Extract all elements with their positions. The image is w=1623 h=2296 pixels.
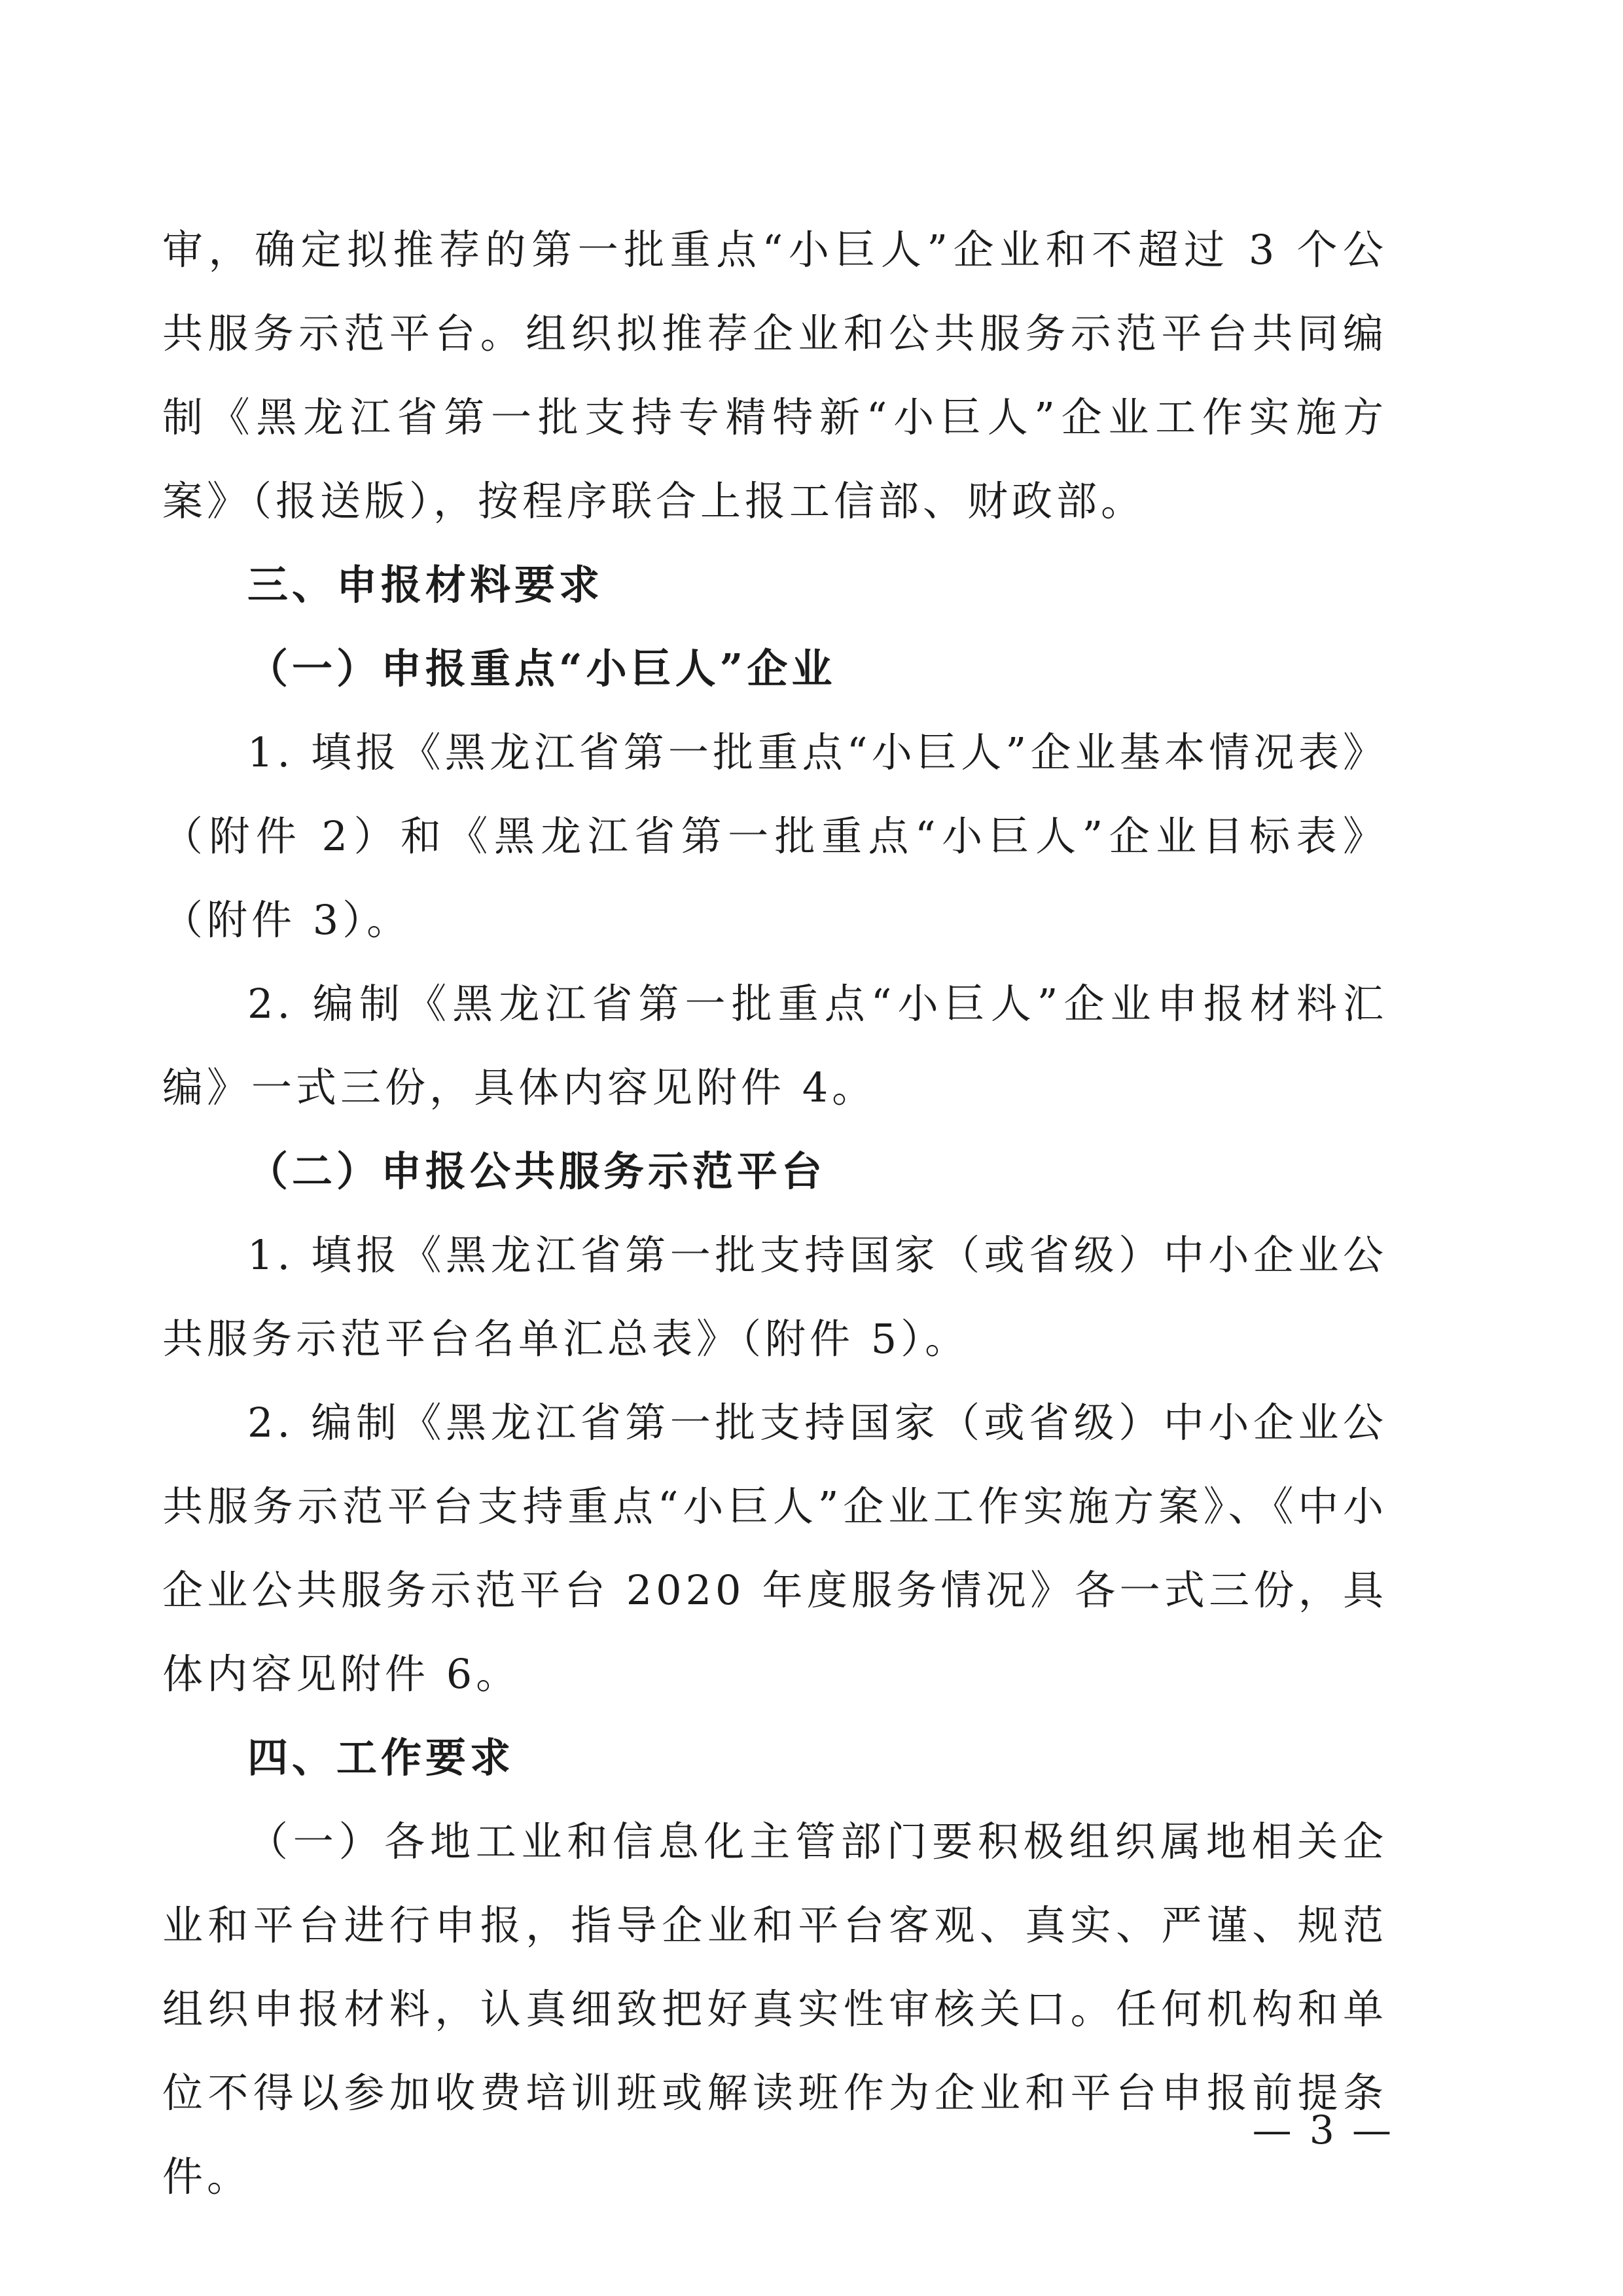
section-heading-3: 三、申报材料要求 (247, 561, 604, 609)
subsection-heading-3-2: （二）申报公共服务示范平台 (247, 1147, 827, 1195)
paragraph-3-2-item-2: 2. 编制《黑龙江省第一批支持国家（或省级）中小企业公共服务示范平台支持重点“小巨人”企业工作实施方案》、《中小企业公共服务示范平台 2020 年度服务情况》各一式三份，具体内容见附件 6。 (162, 1399, 1387, 1698)
paragraph-3-1-item-1: 1. 填报《黑龙江省第一批重点“小巨人”企业基本情况表》（附件 2）和《黑龙江省第一批重点“小巨人”企业目标表》（附件 3）。 (162, 728, 1387, 944)
paragraph-continuation: 审，确定拟推荐的第一批重点“小巨人”企业和不超过 3 个公共服务示范平台。组织拟推荐企业和公共服务示范平台共同编制《黑龙江省第一批支持专精特新“小巨人”企业工作实施方案》（报送版），按程序联合上报工信部、财政部。 (162, 226, 1387, 525)
document-body (162, 208, 1387, 2219)
section-heading-4: 四、工作要求 (247, 1734, 515, 1782)
paragraph-3-2-item-1: 1. 填报《黑龙江省第一批支持国家（或省级）中小企业公共服务示范平台名单汇总表》（附件 5）。 (162, 1231, 1387, 1363)
page-number: — 3 — (1252, 2108, 1394, 2153)
paragraph-4-1: （一）各地工业和信息化主管部门要积极组织属地相关企业和平台进行申报，指导企业和平台客观、真实、严谨、规范组织申报材料，认真细致把好真实性审核关口。任何机构和单位不得以参加收费培训班或解读班作为企业和平台申报前提条件。 (162, 1818, 1387, 2200)
paragraph-3-1-item-2: 2. 编制《黑龙江省第一批重点“小巨人”企业申报材料汇编》一式三份，具体内容见附件 4。 (162, 980, 1387, 1111)
subsection-heading-3-1: （一）申报重点“小巨人”企业 (247, 645, 836, 692)
